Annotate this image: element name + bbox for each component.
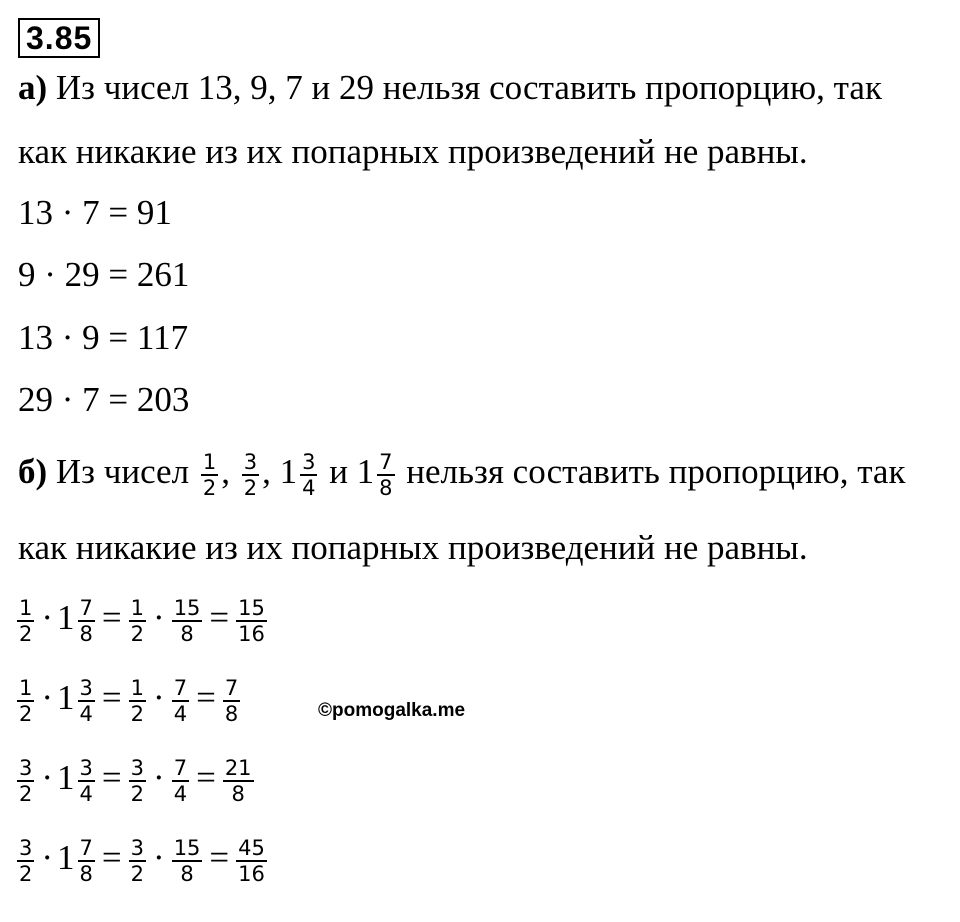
part-b-equation-4	[14, 826, 270, 890]
fraction: $\frac{21}{8}$	[224, 755, 252, 806]
part-a-equation-1: 13 · 7 = 91	[18, 193, 172, 232]
dot-operator: ·	[153, 598, 165, 637]
equals-sign: =	[196, 678, 216, 717]
dot-operator: ·	[153, 838, 165, 877]
part-b-equation-1	[14, 586, 270, 650]
fraction: $\frac{1}{2}$	[130, 595, 145, 646]
fraction-3: $\frac{3}{4}$	[302, 449, 316, 500]
fraction: $\frac{15}{8}$	[173, 835, 201, 886]
equals-sign: =	[101, 598, 122, 637]
fraction: $\frac{1}{2}$	[19, 675, 33, 726]
part-a-equation-2: 9 · 29 = 261	[18, 255, 190, 294]
equals-sign: =	[101, 758, 122, 797]
fraction: $\frac{3}{2}$	[130, 835, 145, 886]
fraction: $\frac{3}{2}$	[19, 755, 33, 806]
fraction-2: $\frac{3}{2}$	[243, 449, 258, 500]
fraction: $\frac{45}{16}$	[238, 835, 265, 886]
dot-operator: ·	[41, 838, 54, 877]
problem-number: 3.85	[18, 18, 100, 58]
conjunction: и	[329, 452, 348, 491]
fraction: $\frac{7}{8}$	[224, 675, 239, 726]
fraction: $\frac{7}{8}$	[79, 595, 93, 646]
part-b-text-start: Из чисел	[47, 452, 190, 491]
part-a-equation-4: 29 · 7 = 203	[18, 380, 190, 419]
part-b-equation-3	[14, 746, 257, 810]
equals-sign: =	[101, 838, 122, 877]
fraction: $\frac{1}{2}$	[19, 595, 33, 646]
part-b-label: б)	[18, 452, 48, 491]
dot-operator: ·	[41, 758, 54, 797]
fraction: $\frac{3}{4}$	[79, 675, 93, 726]
part-b-line2: как никакие из их попарных произведений не равны.	[18, 528, 808, 567]
dot-operator: ·	[41, 598, 54, 637]
fraction: $\frac{1}{2}$	[130, 675, 145, 726]
whole-part: 1	[356, 452, 375, 491]
part-b-text-end: нельзя составить пропорцию, так	[406, 452, 906, 491]
whole-part: 1	[57, 758, 75, 797]
fraction: $\frac{7}{8}$	[79, 835, 93, 886]
comma: ,	[221, 452, 230, 491]
fraction-1: $\frac{1}{2}$	[202, 449, 217, 500]
whole-part: 1	[57, 838, 75, 877]
fraction: $\frac{15}{8}$	[173, 595, 201, 646]
equals-sign: =	[101, 678, 122, 717]
whole-part: 1	[57, 678, 75, 717]
fraction: $\frac{3}{2}$	[19, 835, 33, 886]
dot-operator: ·	[153, 758, 165, 797]
dot-operator: ·	[153, 678, 165, 717]
equals-sign: =	[196, 758, 216, 797]
part-a-text1: Из чисел 13, 9, 7 и 29 нельзя составить пропорцию, так	[47, 68, 882, 107]
fraction: $\frac{7}{4}$	[173, 675, 188, 726]
part-a-equation-3: 13 · 9 = 117	[18, 318, 189, 357]
whole-part: 1	[279, 452, 298, 491]
equals-sign: =	[209, 598, 230, 637]
fraction: $\frac{7}{4}$	[173, 755, 188, 806]
comma: ,	[262, 452, 271, 491]
dot-operator: ·	[41, 678, 54, 717]
fraction: $\frac{3}{2}$	[130, 755, 145, 806]
fraction: $\frac{15}{16}$	[238, 595, 265, 646]
part-b-equation-2	[14, 666, 243, 730]
equals-sign: =	[209, 838, 230, 877]
part-a-line1	[18, 68, 882, 108]
watermark: ©pomogalka.me	[318, 700, 466, 721]
fraction-4: $\frac{7}{8}$	[379, 449, 393, 500]
part-a-line2: как никакие из их попарных произведений не равны.	[18, 132, 808, 171]
whole-part: 1	[57, 598, 75, 637]
part-a-label: а)	[18, 68, 48, 107]
fraction: $\frac{3}{4}$	[79, 755, 93, 806]
part-b-line1	[18, 440, 905, 504]
